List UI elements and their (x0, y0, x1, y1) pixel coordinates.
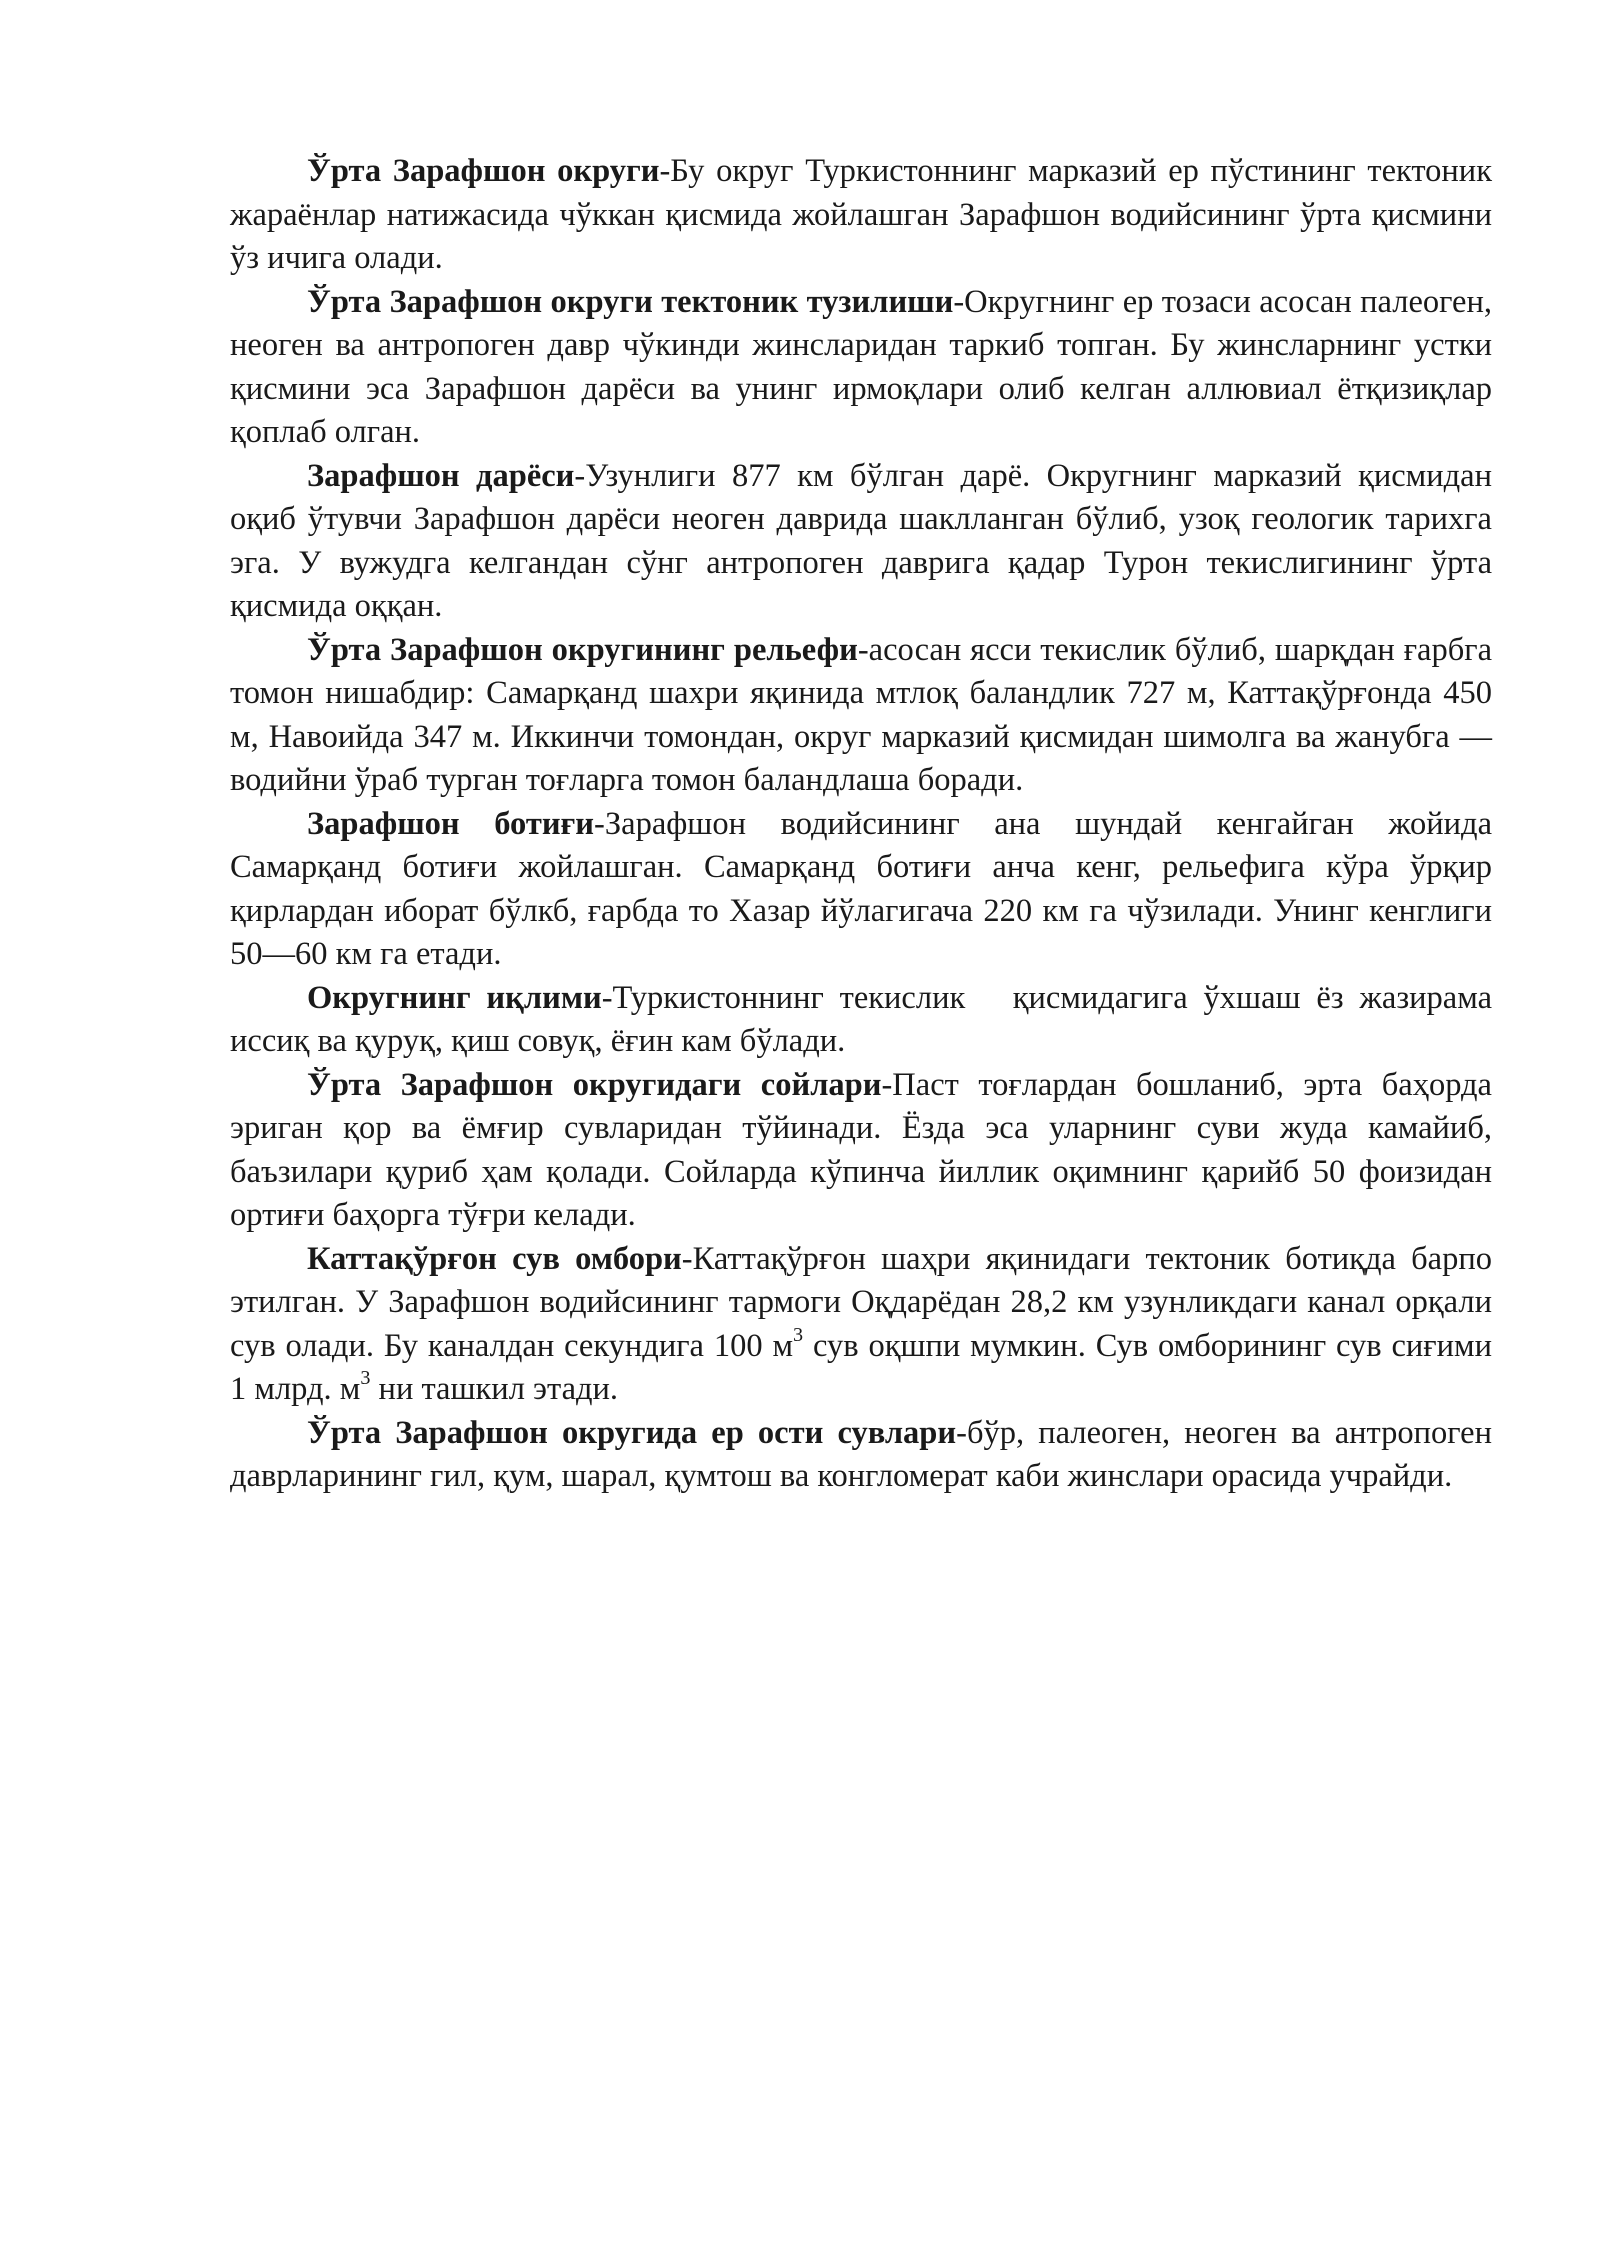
paragraph-streams (230, 1064, 1492, 1238)
paragraph-text: -Бу округ Туркистоннинг марказий ер пўстининг тектоник жараёнлар натижасида чўккан қисмида жойлашган Зарафшон водийсининг ўрта қисмини ўз ичига олади. (230, 153, 1492, 276)
paragraph-tectonic-structure (230, 281, 1492, 455)
paragraph-text: -Паст тоғлардан бошланиб, эрта баҳорда эриган қор ва ёмғир сувларидан тўйинади. Ёзда эса уларнинг суви жуда камайиб, баъзилари қуриб ҳам қолади. Сойларда кўпинча йиллик оқимнинг қарийб 50 фоизидан ортиғи баҳорга тўғри келади. (230, 1066, 1492, 1233)
paragraph-term: Ўрта Зарафшон округидаги сойлари (307, 1066, 882, 1103)
paragraph-groundwater (230, 1412, 1492, 1499)
paragraph-term: Каттақўрғон сув омбори (307, 1240, 682, 1277)
paragraph-term: Округнинг иқлими (307, 979, 602, 1016)
paragraph-text: -Каттақўрғон шаҳри яқинидаги тектоник ботиқда барпо этилган. У Зарафшон водийсининг тармоги Оқдарёдан 28,2 км узунликдаги канал орқали сув олади. Бу каналдан секундига 100 м (230, 1240, 1492, 1364)
paragraph-term: Ўрта Зарафшон округининг рельефи (307, 631, 858, 668)
paragraph-term: Зарафшон ботиғи (307, 805, 595, 842)
superscript-cubic: 3 (793, 1323, 804, 1346)
paragraph-okrug-intro (230, 150, 1492, 281)
paragraph-term: Ўрта Зарафшон округида ер ости сувлари (307, 1414, 957, 1451)
paragraph-text: -асосан ясси текислик бўлиб, шарқдан ғарбга томон нишабдир: Самарқанд шахри яқинида мтлоқ баландлик 727 м, Каттақўрғонда 450 м, Навоийда 347 м. Иккинчи томондан, округ марказий қисмидан шимолга ва жанубга — водийни ўраб турган тоғларга томон баландлаша боради. (230, 631, 1492, 798)
document-page (230, 150, 1501, 1499)
paragraph-climate (230, 977, 1501, 1064)
paragraph-text: -Зарафшон водийсининг ана шундай кенгайган жойида Самарқанд ботиғи жойлашган. Самарқанд ботиғи анча кенг, рельефига кўра ўрқир қирлардан иборат бўлкб, ғарбда то Хазар йўлагигача 220 км га чўзилади. Унинг кенглиги 50—60 км га етади. (230, 805, 1493, 972)
paragraph-text: -Узунлиги 877 км бўлган дарё. Округнинг марказий қисмидан оқиб ўтувчи Зарафшон дарёси неоген даврида шаклланган бўлиб, узоқ геологик тарихга эга. У вужудга келгандан сўнг антропоген даврига қадар Турон текислигининг ўрта қисмида оққан. (230, 457, 1492, 624)
paragraph-text: -Округнинг ер тозаси асосан палеоген, неоген ва антропоген давр чўкинди жинсларидан таркиб топган. Бу жинсларнинг устки қисмини эса Зарафшон дарёси ва унинг ирмоқлари олиб келган аллювиал ётқизиқлар қоплаб олган. (230, 283, 1492, 450)
paragraph-term: Ўрта Зарафшон округи (307, 153, 660, 189)
paragraph-text: -Туркистоннинг текислик қисмидагига ўхшаш ёз жазирама иссиқ ва қуруқ, қиш совуқ, ёғин кам бўлади. (230, 979, 1501, 1059)
paragraph-reservoir (230, 1238, 1492, 1412)
paragraph-term: Ўрта Зарафшон округи тектоник тузилиши (307, 283, 954, 320)
paragraph-relief (230, 629, 1492, 803)
paragraph-text: -бўр, палеоген, неоген ва антропоген даврларининг гил, қум, шарал, қумтош ва конгломерат каби жинслари орасида учрайди. (230, 1414, 1493, 1494)
superscript-cubic: 3 (360, 1366, 371, 1389)
paragraph-text: ни ташкил этади. (370, 1371, 619, 1407)
paragraph-zarafshan-river (230, 455, 1492, 629)
paragraph-zarafshan-basin (230, 803, 1492, 977)
paragraph-text: сув оқшпи мумкин. Сув омборининг сув сиғими 1 млрд. м (230, 1327, 1492, 1407)
paragraph-term: Зарафшон дарёси (307, 457, 575, 494)
